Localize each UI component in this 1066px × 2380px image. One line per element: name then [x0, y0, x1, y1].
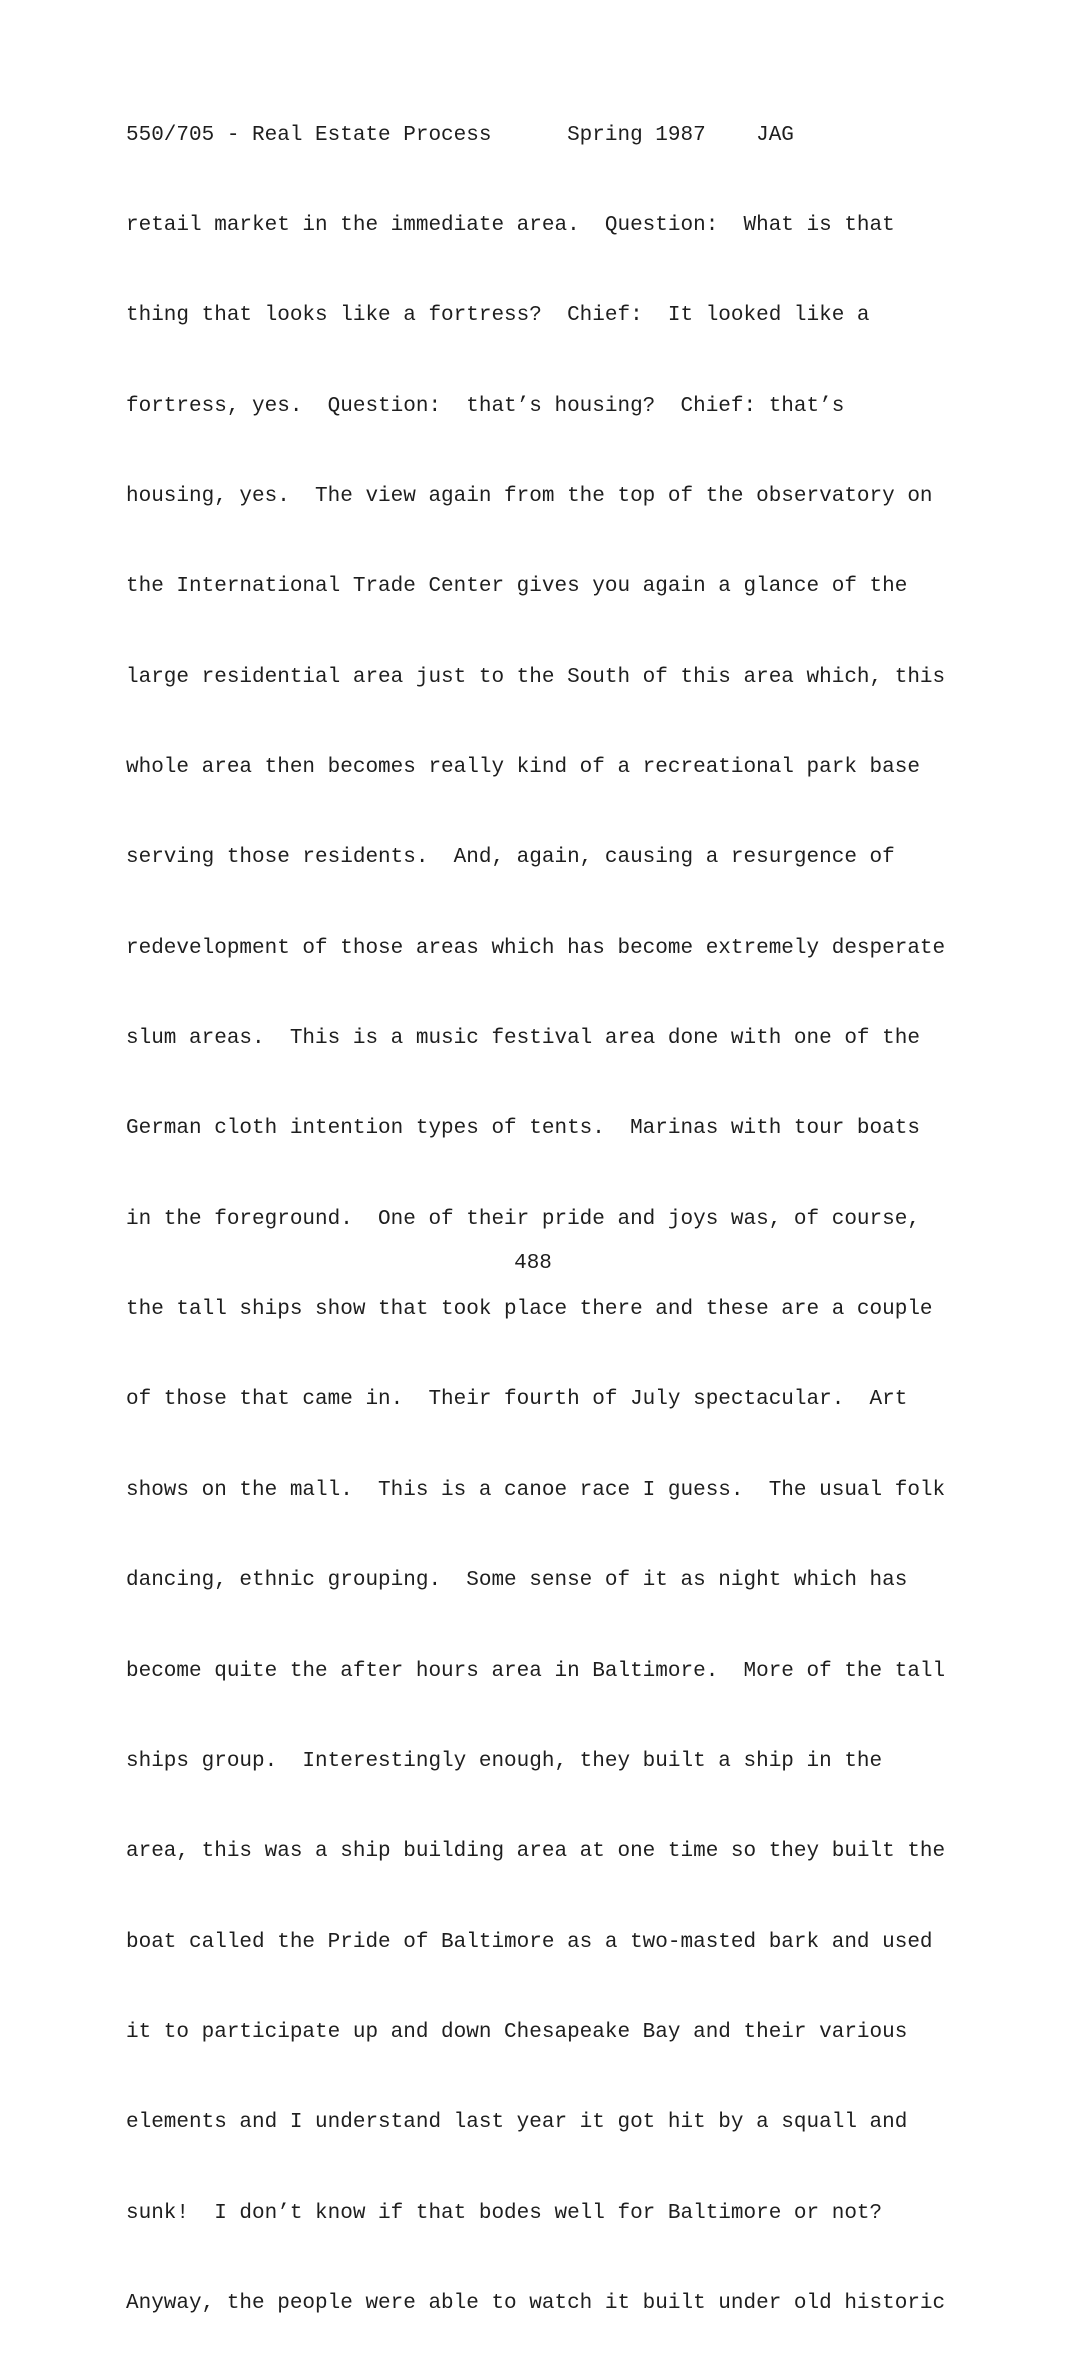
text-line: retail market in the immediate area. Question: What is that: [126, 214, 895, 237]
text-line: the tall ships show that took place there and these are a couple: [126, 1298, 933, 1322]
text-line: thing that looks like a fortress? Chief: It looked like a: [126, 304, 870, 328]
text-line: dancing, ethnic grouping. Some sense of it as night which has: [126, 1569, 908, 1593]
text-line: elements and I understand last year it got hit by a squall and: [126, 2111, 908, 2135]
page-number: 488: [514, 1252, 552, 1275]
text-line: redevelopment of those areas which has become extremely desperate: [126, 936, 946, 960]
text-line: sunk! I don’t know if that bodes well for Baltimore or not?: [126, 2201, 883, 2225]
text-line: become quite the after hours area in Baltimore. More of the tall: [126, 1659, 946, 1683]
text-line: in the foreground. One of their pride and joys was, of course,: [126, 1207, 920, 1231]
text-line: it to participate up and down Chesapeake Bay and their various: [126, 2020, 908, 2044]
text-line: large residential area just to the South of this area which, this: [126, 665, 946, 689]
text-line: area, this was a ship building area at one time so they built the: [126, 1840, 946, 1864]
text-line: whole area then becomes really kind of a recreational park base: [126, 756, 920, 780]
text-line: slum areas. This is a music festival area done with one of the: [126, 1027, 920, 1051]
page-header: 550/705 - Real Estate Process Spring 1987 JAG: [126, 124, 794, 147]
text-line: Anyway, the people were able to watch it built under old historic: [126, 2291, 946, 2315]
text-line: housing, yes. The view again from the top of the observatory on: [126, 485, 933, 509]
text-line: of those that came in. Their fourth of July spectacular. Art: [126, 1388, 908, 1412]
text-line: serving those residents. And, again, causing a resurgence of: [126, 846, 895, 870]
text-line: the International Trade Center gives you again a glance of the: [126, 575, 908, 599]
text-line: shows on the mall. This is a canoe race I guess. The usual folk: [126, 1478, 946, 1502]
text-line: boat called the Pride of Baltimore as a two-masted bark and used: [126, 1930, 933, 1954]
text-line: German cloth intention types of tents. Marinas with tour boats: [126, 1117, 920, 1141]
text-line: ships group. Interestingly enough, they built a ship in the: [126, 1749, 883, 1773]
text-line: fortress, yes. Question: that’s housing? Chief: that’s: [126, 394, 845, 418]
